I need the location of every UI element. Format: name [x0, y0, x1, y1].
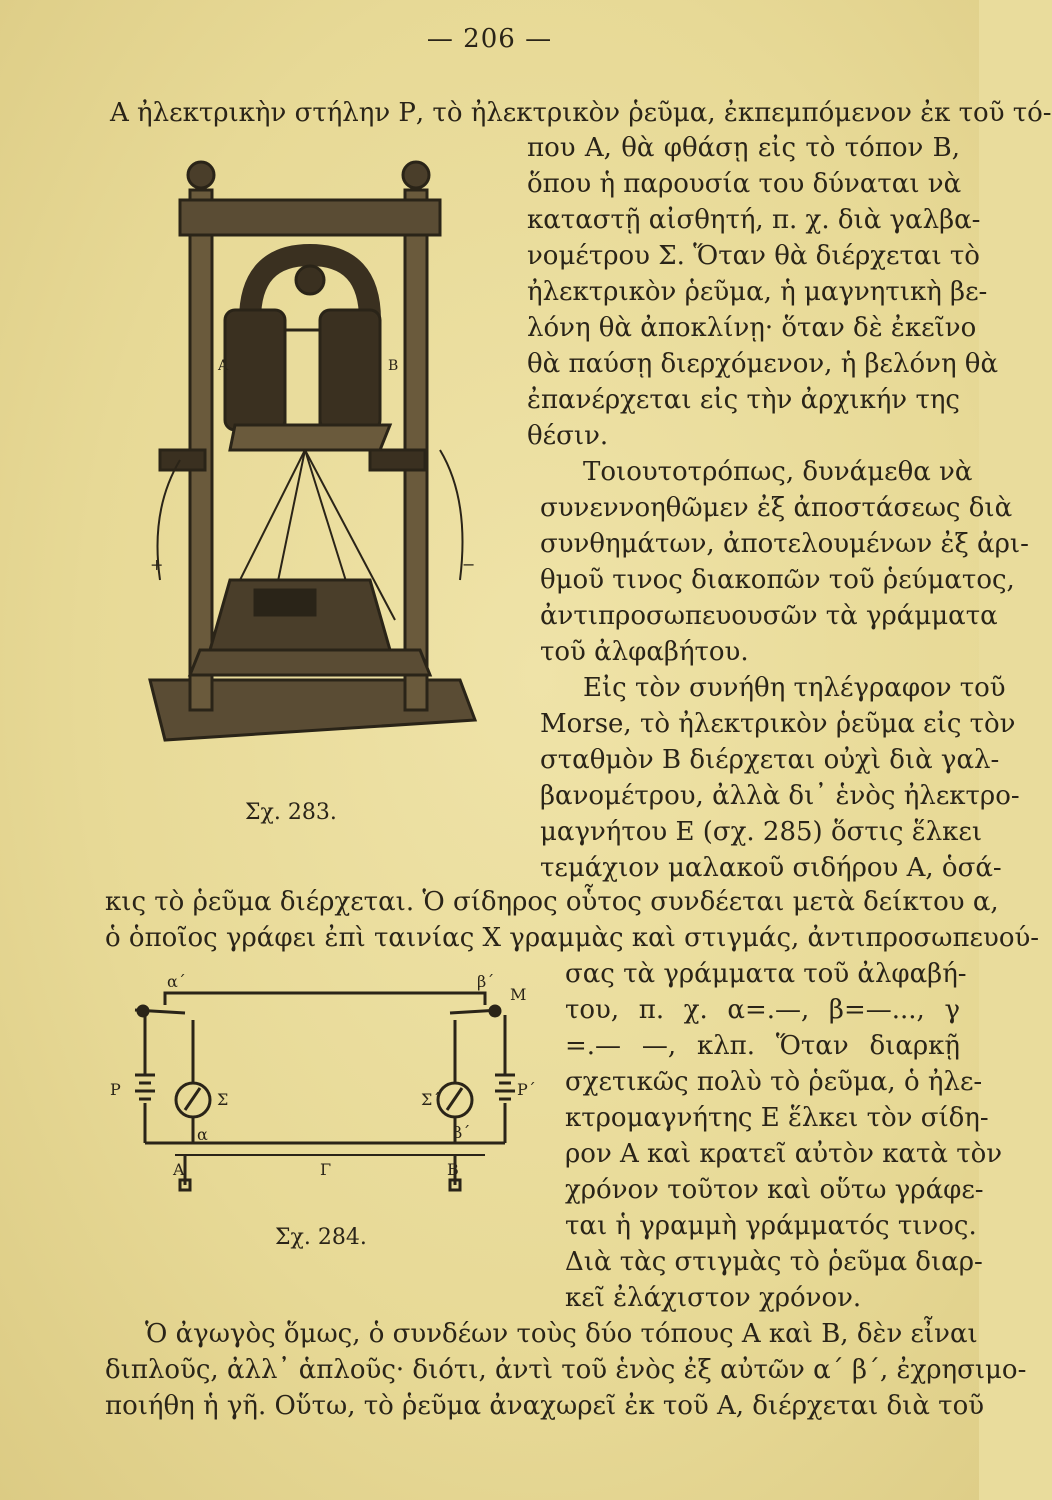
text-line: μαγνήτου Ε (σχ. 285) ὅστις ἕλκει — [540, 817, 983, 847]
label-alpha-top: α´ — [167, 972, 186, 991]
text-line: ται ἡ γραμμὴ γράμματός τινος. — [565, 1211, 977, 1241]
label-A: Α — [218, 358, 229, 374]
text-line: Εἰς τὸν συνήθη τηλέγραφον τοῦ — [583, 673, 1006, 703]
text-line: νομέτρου Σ. Ὅταν θὰ διέρχεται τὸ — [527, 241, 980, 271]
text-line: βανομέτρου, ἀλλὰ δι᾽ ἑνὸς ἠλεκτρο- — [540, 781, 1020, 811]
figure-283-galvanometer-illustration — [140, 150, 480, 800]
text-line: που Α, θὰ φθάσῃ εἰς τὸ τόπον Β, — [527, 133, 960, 163]
caption-fig-284: Σχ. 284. — [275, 1225, 367, 1250]
label-beta: β´ — [453, 1123, 471, 1142]
label-S2: Σ´ — [421, 1090, 441, 1109]
text-line: καταστῇ αἰσθητή, π. χ. διὰ γαλβα- — [527, 205, 981, 235]
label-A: Α — [173, 1160, 185, 1179]
text-line: του, π. χ. α=.—, β=—..., γ — [565, 995, 960, 1025]
text-line: σχετικῶς πολὺ τὸ ῥεῦμα, ὁ ἠλε- — [565, 1067, 983, 1097]
text-line: θέσιν. — [527, 421, 609, 451]
label-gamma: Γ — [320, 1160, 332, 1179]
text-line: ὁ ὁποῖος γράφει ἐπὶ ταινίας Χ γραμμὰς καὶ στιγμάς, ἀντιπροσωπευού- — [105, 923, 1040, 953]
text-line: τοῦ ἀλφαβήτου. — [540, 637, 749, 667]
text-line: συνθημάτων, ἀποτελουμένων ἐξ ἀρι- — [540, 529, 1029, 559]
label-alpha: α — [197, 1125, 208, 1144]
text-line: λόνη θὰ ἀποκλίνῃ· ὅταν δὲ ἐκεῖνο — [527, 313, 977, 343]
text-line: =.— —, κλπ. Ὅταν διαρκῇ — [565, 1031, 960, 1061]
text-line: κεῖ ἐλάχιστον χρόνον. — [565, 1283, 862, 1313]
text-line: σας τὰ γράμματα τοῦ ἀλφαβή- — [565, 959, 967, 989]
text-line: συνεννοηθῶμεν ἐξ ἀποστάσεως διὰ — [540, 493, 1013, 523]
label-P2: Ρ´ — [517, 1080, 536, 1099]
caption-fig-283: Σχ. 283. — [245, 800, 337, 825]
figure-284-circuit-diagram — [105, 972, 545, 1205]
text-line: κις τὸ ῥεῦμα διέρχεται. Ὁ σίδηρος οὗτος συνδέεται μετὰ δείκτου α, — [105, 887, 999, 917]
label-P: Ρ — [110, 1080, 121, 1099]
text-line: Ὁ ἀγωγὸς ὅμως, ὁ συνδέων τοὺς δύο τόπους Α καὶ Β, δὲν εἶναι — [145, 1319, 978, 1349]
text-line: Α ἠλεκτρικὴν στήλην Ρ, τὸ ἠλεκτρικὸν ῥεῦμα, ἐκπεμπόμενον ἐκ τοῦ τό- — [110, 98, 1052, 128]
text-line: ρον Α καὶ κρατεῖ αὐτὸν κατὰ τὸν — [565, 1139, 1003, 1169]
text-line: ἠλεκτρικὸν ῥεῦμα, ἡ μαγνητικὴ βε- — [527, 277, 988, 307]
text-line: Διὰ τὰς στιγμὰς τὸ ῥεῦμα διαρ- — [565, 1247, 983, 1277]
label-B: Β — [447, 1160, 459, 1179]
text-line: ὅπου ἡ παρουσία του δύναται νὰ — [527, 169, 962, 199]
label-beta-top: β´ — [477, 972, 495, 991]
text-line: ποιήθη ἡ γῆ. Οὕτω, τὸ ῥεῦμα ἀναχωρεῖ ἐκ τοῦ Α, διέρχεται διὰ τοῦ — [105, 1391, 985, 1421]
text-line: ἐπανέρχεται εἰς τὴν ἀρχικήν της — [527, 385, 960, 415]
label-B: Β — [388, 358, 399, 374]
label-S: Σ — [217, 1090, 229, 1109]
label-M: Μ — [510, 985, 527, 1004]
text-line: θὰ παύσῃ διερχόμενον, ἡ βελόνη θὰ — [527, 349, 999, 379]
label-minus: − — [462, 555, 476, 574]
page-number: — 206 — — [426, 24, 553, 54]
text-line: τεμάχιον μαλακοῦ σιδήρου Α, ὁσά- — [540, 853, 1002, 883]
text-line: σταθμὸν Β διέρχεται οὐχὶ διὰ γαλ- — [540, 745, 1000, 775]
text-line: διπλοῦς, ἀλλ᾽ ἁπλοῦς· διότι, ἀντὶ τοῦ ἑνὸς ἐξ αὐτῶν α´ β´, ἐχρησιμο- — [105, 1355, 1027, 1385]
text-line: ἀντιπροσωπευουσῶν τὰ γράμματα — [540, 601, 998, 631]
text-line: θμοῦ τινος διακοπῶν τοῦ ῥεύματος, — [540, 565, 1015, 595]
label-plus: + — [150, 555, 164, 574]
text-line: κτρομαγνήτης Ε ἕλκει τὸν σίδη- — [565, 1103, 989, 1133]
text-line: Τοιουτοτρόπως, δυνάμεθα νὰ — [583, 457, 973, 487]
text-line: Morse, τὸ ἠλεκτρικὸν ῥεῦμα εἰς τὸν — [540, 709, 1016, 739]
text-line: χρόνον τοῦτον καὶ οὕτω γράφε- — [565, 1175, 984, 1205]
